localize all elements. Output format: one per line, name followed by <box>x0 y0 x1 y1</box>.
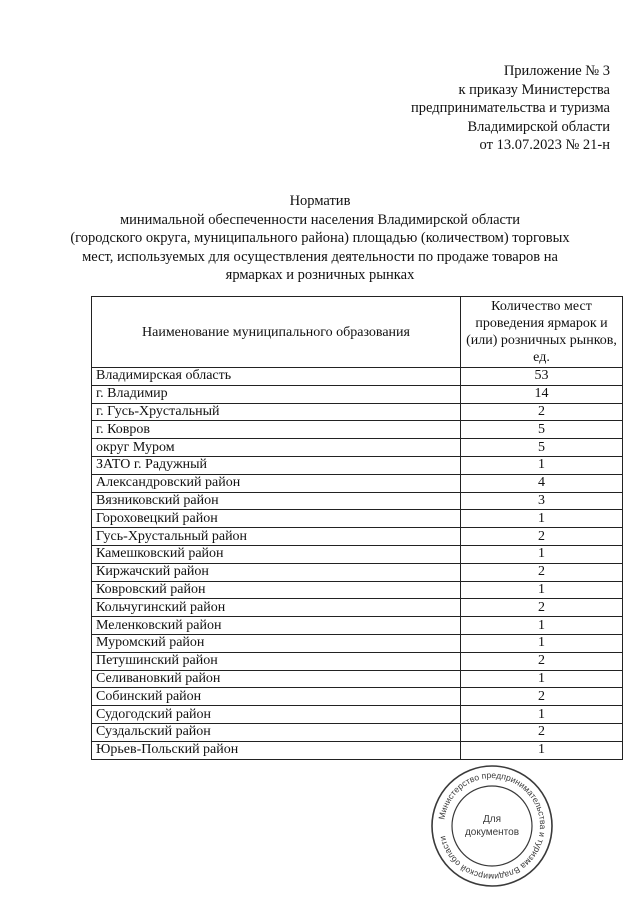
table-row <box>92 385 623 403</box>
municipality-name: г. Владимир <box>92 385 461 403</box>
municipality-name: Ковровский район <box>92 581 461 599</box>
stamp-seal <box>430 764 554 888</box>
appendix-line: к приказу Министерства <box>458 81 610 98</box>
stamp-ring-text <box>436 770 548 882</box>
appendix-line: Владимирской области <box>467 118 610 135</box>
municipality-name: Суздальский район <box>92 723 461 741</box>
places-count: 4 <box>461 474 623 492</box>
municipality-name: Судогодский район <box>92 706 461 724</box>
places-count: 1 <box>461 741 623 759</box>
municipality-name: Камешковский район <box>92 545 461 563</box>
municipality-name: Муромский район <box>92 634 461 652</box>
places-count: 1 <box>461 456 623 474</box>
table-row <box>92 563 623 581</box>
municipality-name: г. Гусь-Хрустальный <box>92 403 461 421</box>
document-title <box>70 192 570 285</box>
municipality-name: Юрьев-Польский район <box>92 741 461 759</box>
places-count: 1 <box>461 510 623 528</box>
places-count: 1 <box>461 670 623 688</box>
municipality-name: ЗАТО г. Радужный <box>92 456 461 474</box>
municipality-name: Киржачский район <box>92 563 461 581</box>
places-count: 53 <box>461 368 623 386</box>
stamp-ring-textpath: Министерство предпринимательства и туризма Владимирской области <box>436 769 549 883</box>
table-row <box>92 510 623 528</box>
municipality-name: Кольчугинский район <box>92 599 461 617</box>
table-body <box>92 368 623 760</box>
stamp-outer-ring <box>432 766 552 886</box>
places-count: 1 <box>461 545 623 563</box>
municipality-name: Вязниковский район <box>92 492 461 510</box>
title-line: ярмарках и розничных рынках <box>225 267 415 284</box>
header-name: Наименование муниципального образования <box>92 297 461 368</box>
table-row <box>92 474 623 492</box>
places-count: 2 <box>461 528 623 546</box>
places-count: 2 <box>461 688 623 706</box>
table-row <box>92 403 623 421</box>
places-count: 2 <box>461 652 623 670</box>
table-row <box>92 421 623 439</box>
places-count: 14 <box>461 385 623 403</box>
stamp-inner-ring <box>452 786 532 866</box>
title-line: Норматив <box>289 193 351 209</box>
table-row <box>92 581 623 599</box>
table-row <box>92 492 623 510</box>
places-count: 1 <box>461 617 623 635</box>
table-header-row <box>92 297 623 368</box>
table-row <box>92 723 623 741</box>
stamp-center-line-2: документов <box>464 827 520 838</box>
table-row <box>92 741 623 759</box>
places-count: 5 <box>461 421 623 439</box>
appendix-line: Приложение № 3 <box>503 63 610 79</box>
title-line: минимальной обеспеченности населения Владимирской области <box>119 211 521 228</box>
places-count: 2 <box>461 403 623 421</box>
table-row <box>92 545 623 563</box>
table-row <box>92 670 623 688</box>
municipality-name: Александровский район <box>92 474 461 492</box>
table-row <box>92 368 623 386</box>
municipality-name: Меленковский район <box>92 617 461 635</box>
table-row <box>92 439 623 457</box>
table-row <box>92 599 623 617</box>
places-count: 1 <box>461 581 623 599</box>
municipality-name: г. Ковров <box>92 421 461 439</box>
places-count: 1 <box>461 634 623 652</box>
table-row <box>92 688 623 706</box>
places-count: 1 <box>461 706 623 724</box>
table-row <box>92 634 623 652</box>
title-line: мест, используемых для осуществления деятельности по продаже товаров на <box>82 248 558 265</box>
places-count: 2 <box>461 599 623 617</box>
appendix-block <box>411 62 610 155</box>
municipality-name: округ Муром <box>92 439 461 457</box>
municipality-name: Селивановкий район <box>92 670 461 688</box>
places-count: 2 <box>461 563 623 581</box>
places-count: 3 <box>461 492 623 510</box>
municipality-name: Гороховецкий район <box>92 510 461 528</box>
appendix-line: от 13.07.2023 № 21-н <box>479 137 610 154</box>
appendix-line: предпринимательства и туризма <box>411 100 610 117</box>
norm-table <box>91 296 623 760</box>
table-row <box>92 652 623 670</box>
municipality-name: Владимирская область <box>92 368 461 386</box>
stamp-center-line-1: Для <box>482 814 502 825</box>
title-line: (городского округа, муниципального района) площадью (количеством) торговых <box>70 230 570 247</box>
places-count: 5 <box>461 439 623 457</box>
table-row <box>92 528 623 546</box>
table-row <box>92 456 623 474</box>
municipality-name: Гусь-Хрустальный район <box>92 528 461 546</box>
municipality-name: Собинский район <box>92 688 461 706</box>
header-count: Количество мест проведения ярмарок и (или) розничных рынков, ед. <box>461 297 623 368</box>
table-row <box>92 617 623 635</box>
municipality-name: Петушинский район <box>92 652 461 670</box>
table-row <box>92 706 623 724</box>
places-count: 2 <box>461 723 623 741</box>
